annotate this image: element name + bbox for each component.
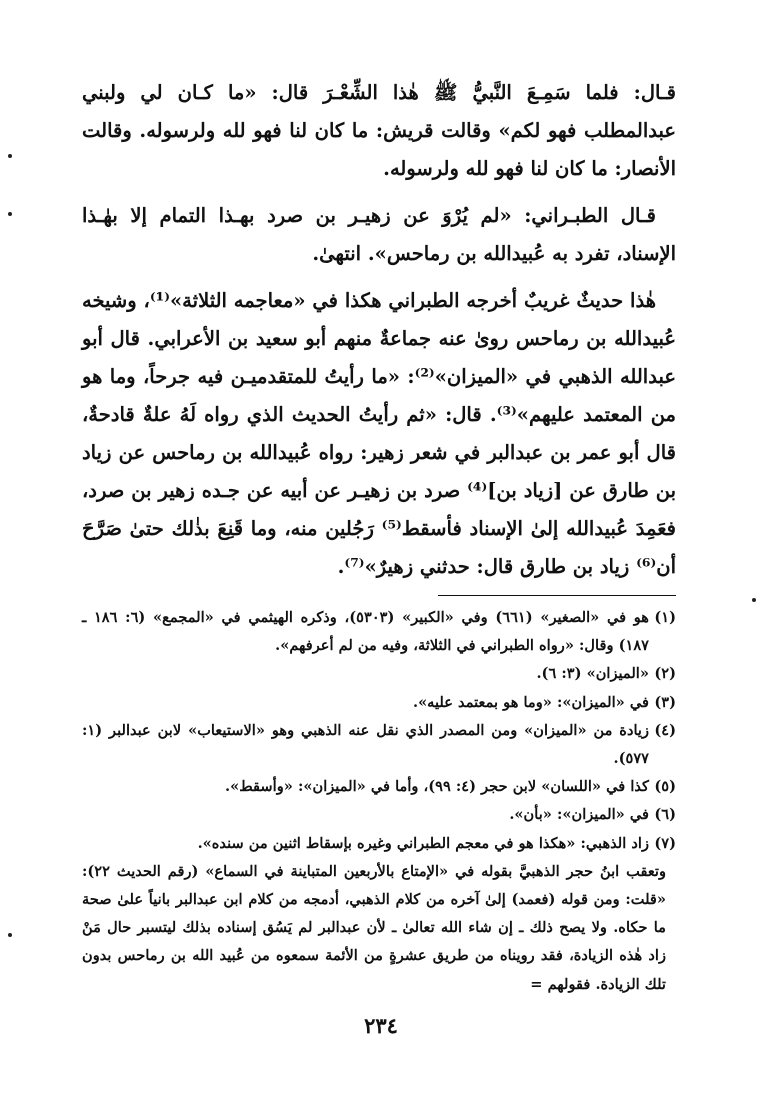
footnote-text: زيادة من «الميزان» ومن المصدر الذي نقل عنه الذهبي وهو «الاستيعاب» لابن عبدالبر (١: ٥٧٧).: [82, 721, 649, 768]
margin-dot: [8, 933, 12, 937]
footnote-number: (٤): [654, 721, 676, 739]
footnote-separator: [438, 595, 676, 596]
footnote-text: «الميزان» (٣: ٦).: [536, 665, 649, 683]
footnote-text: كذا في «اللسان» لابن حجر (٤: ٩٩)، وأما في «الميزان»: «وأسقط».: [225, 778, 649, 796]
margin-dot: [8, 154, 12, 158]
main-text: [82, 74, 676, 586]
page-body: [82, 74, 676, 999]
footnote-5: [82, 773, 676, 801]
footnote-6: [82, 801, 676, 829]
footnote-number: (٦): [654, 806, 676, 824]
page-number: ٢٣٤: [364, 1013, 398, 1038]
footnote-1: [82, 604, 676, 660]
footnote-number: (٥): [654, 778, 676, 796]
paragraph-2: قـال الطبـراني: «لم يُرْوَ عن زهيـر بن صرد بهـذا التمام إلا بهٰـذا الإسناد، تفرد به عُبيدالله بن رماحس». انتهىٰ.: [82, 204, 676, 265]
footnote-7: [82, 830, 676, 858]
footnote-3: [82, 689, 676, 717]
margin-dot: [752, 598, 756, 602]
paragraph-1: قـال: فلما سَمِـعَ النَّبيُّ ﷺ هٰذا الشِّعْـرَ قال: «ما كـان لي ولبني عبدالمطلب فهو لكم» وقالت قريش: ما كان لنا فهو لله ولرسوله. وقالت الأنصار: ما كان لنا فهو لله ولرسوله.: [82, 81, 676, 180]
footnote-4: [82, 717, 676, 773]
footnote-number: (٧): [654, 834, 676, 852]
margin-dot: [8, 212, 12, 216]
footnote-7-continuation: وتعقب ابنُ حجر الذهبيَّ بقوله في «الإمتاع بالأربعين المتباينة في السماع» (رقم الحديث ٢٢): «قلت: ومن قوله (فعمد) إلىٰ آخره من كلام الذهبي، أدمجه من كلام ابن عبدالبر بانياً علىٰ صحة ما حكاه. ولا يصح ذلك ـ إن شاء الله تعالىٰ ـ لأن عبدالبر لم يَسُق إسناده بذلك ليتسبر حال مَنْ زاد هٰذه الزيادة، فقد رويناه من طريق عشرةٍ من الأئمة سمعوه من عُبيد الله بن رماحس بدون تلك الزيادة. فقولهم =: [82, 862, 666, 993]
footnote-text: في «الميزان»: «وما هو بمعتمد عليه».: [412, 693, 649, 711]
paragraph-3: هٰذا حديثٌ غريبٌ أخرجه الطبراني هكذا في «معاجمه الثلاثة»⁽¹⁾، وشيخه عُبيدالله بن رماحس رویٰ عنه جماعةٌ منهم أبو سعيد بن الأعرابي. قال أبو عبدالله الذهبي في «الميزان»⁽²⁾: «ما رأيتُ للمتقدميـن فيه جرحاً، وما هو من المعتمد عليهم»⁽³⁾. قال: «ثم رأيتُ الحديث الذي رواه لَهُ علةٌ قادحةٌ، قال أبو عمر بن عبدالبر في شعر زهير: رواه عُبيدالله بن رماحس عن زياد بن طارق عن [زياد بن]⁽⁴⁾ صرد بن زهيـر عن أبيه عن جـده زهير بن صرد، فعَمِدَ عُبيدالله إلىٰ الإسناد فأسقط⁽⁵⁾ رَجُلين منه، وما قَنِعَ بذٰلك حتىٰ صَرَّحَ أن⁽⁶⁾ زياد بن طارق قال: حدثني زهيرٌ»⁽⁷⁾.: [82, 289, 677, 578]
footnote-number: (٢): [654, 665, 676, 683]
footnote-2: [82, 660, 676, 688]
footnote-number: (٣): [654, 693, 676, 711]
footnote-text: هو في «الصغير» (٦٦١) وفي «الكبير» (٥٣٠٣)، وذكره الهيثمي في «المجمع» (٦: ١٨٦ ـ ١٨٧) وقال: «رواه الطبراني في الثلاثة، وفيه من لم أعرفهم».: [82, 609, 650, 655]
footnotes: [82, 604, 676, 999]
footnote-number: (١): [654, 609, 676, 626]
footnote-text: في «الميزان»: «بأن».: [509, 806, 649, 824]
footnote-text: زاد الذهبي: «هكذا هو في معجم الطبراني وغيره بإسقاط اثنين من سنده».: [197, 834, 649, 852]
